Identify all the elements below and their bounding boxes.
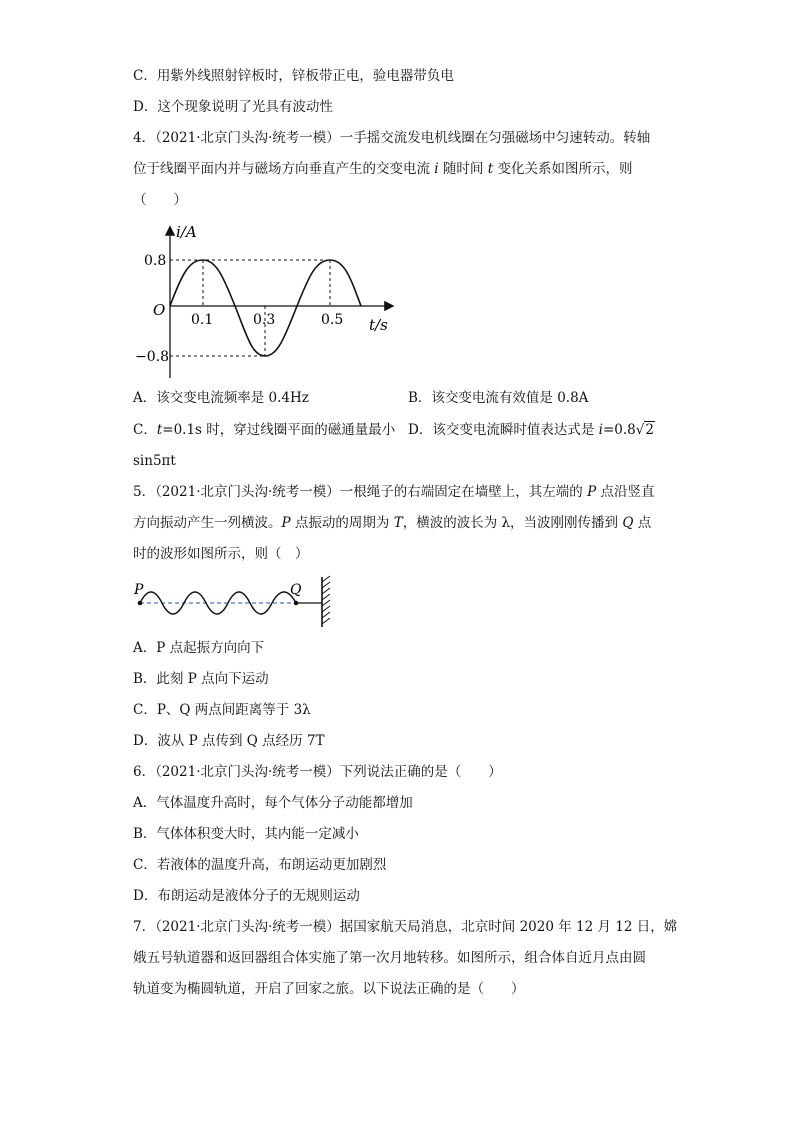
q4-current-graph [135, 214, 400, 384]
q6-option-c: C．若液体的温度升高，布朗运动更加剧烈 [133, 857, 387, 873]
q6-option-b: B．气体体积变大时，其内能一定减小 [133, 826, 359, 842]
q6-option-d: D．布朗运动是液体分子的无规则运动 [133, 888, 360, 904]
q5-option-d: D．波从 P 点传到 Q 点经历 7T [133, 733, 325, 749]
xtick-0-5: 0.5 [321, 312, 344, 328]
q5-option-c: C．P、Q 两点间距离等于 3λ [133, 702, 311, 718]
q4-option-d-continued: sin5πt [133, 453, 176, 469]
y-axis-label: i/A [176, 223, 197, 241]
q4-option-d: D．该交变电流瞬时值表达式是 i=0.8√2 [408, 422, 654, 438]
sqrt-symbol: √2 [635, 422, 654, 438]
q5-wave-figure [130, 575, 340, 630]
q5-stem-line3: 时的波形如图所示，则（ ） [133, 546, 309, 562]
q6-option-a: A．气体温度升高时，每个气体分子动能都增加 [133, 795, 413, 811]
q7-stem-line2: 娥五号轨道器和返回器组合体实施了第一次月地转移。如图所示，组合体自近月点由圆 [133, 950, 646, 966]
q4-option-a: A．该交变电流频率是 0.4Hz [133, 390, 309, 406]
q7-stem-line3: 轨道变为椭圆轨道，开启了回家之旅。以下说法正确的是（ ） [133, 981, 525, 997]
q4-option-c: C．t=0.1s 时，穿过线圈平面的磁通量最小 [133, 422, 396, 438]
q4-stem-line1: 4．（2021·北京门头沟·统考一模）一手摇交流发电机线圈在匀强磁场中匀速转动。转轴 [133, 130, 651, 146]
q3-option-d: D．这个现象说明了光具有波动性 [133, 99, 333, 115]
point-p [138, 601, 143, 606]
wall-hatch [322, 576, 330, 624]
xtick-0-3: 0.3 [253, 312, 276, 328]
label-p: P [134, 582, 144, 598]
q4-option-b: B．该交变电流有效值是 0.8A [408, 390, 589, 406]
q7-stem-line1: 7．（2021·北京门头沟·统考一模）据国家航天局消息，北京时间 2020 年 12 月 12 日，嫦 [133, 919, 678, 935]
q4-answer-blank: （ ） [133, 192, 187, 208]
q5-stem-line2: 方向振动产生一列横波。P 点振动的周期为 T，横波的波长为 λ，当波刚刚传播到 Q 点 [133, 515, 652, 531]
q5-option-b: B．此刻 P 点向下运动 [133, 671, 269, 687]
x-axis-label: t/s [369, 316, 388, 334]
q5-option-a: A．P 点起振方向向下 [133, 640, 265, 656]
label-q: Q [290, 582, 302, 598]
ytick-negative: −0.8 [135, 349, 169, 365]
q3-option-c: C．用紫外线照射锌板时，锌板带正电，验电器带负电 [133, 68, 454, 84]
origin-label: O [153, 301, 166, 319]
ytick-positive: 0.8 [144, 253, 167, 269]
xtick-0-1: 0.1 [191, 312, 214, 328]
q5-stem-line1: 5．（2021·北京门头沟·统考一模）一根绳子的右端固定在墙壁上，其左端的 P 点沿竖直 [133, 484, 655, 500]
q6-stem: 6．（2021·北京门头沟·统考一模）下列说法正确的是（ ） [133, 764, 502, 780]
q4-stem-line2: 位于线圈平面内并与磁场方向垂直产生的交变电流 i 随时间 t 变化关系如图所示，则 [133, 161, 633, 177]
